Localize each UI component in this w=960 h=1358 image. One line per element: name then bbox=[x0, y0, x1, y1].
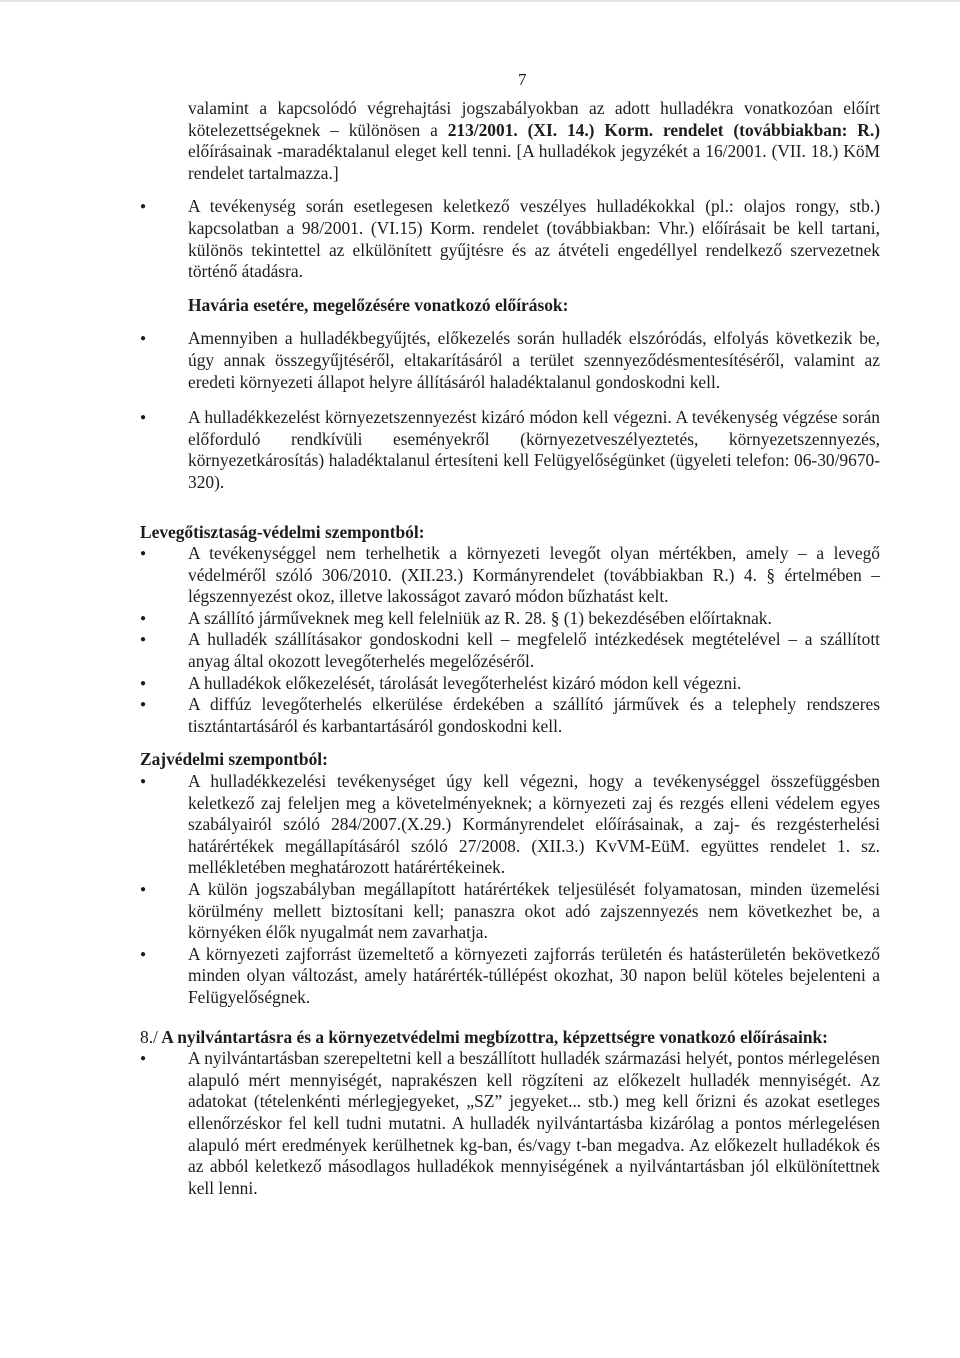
section-8-heading bbox=[140, 1027, 880, 1049]
section-8-bullet-list bbox=[140, 1048, 880, 1199]
scan-edge-line bbox=[0, 0, 960, 2]
zaj-bullet-list bbox=[140, 771, 880, 1009]
list-item: ● A hulladékkezelést környezetszennyezést kizáró módon kell végezni. A tevékenység végzése során előforduló rendkívüli eseményekről (környezetveszélyeztetés, környezetszennyezés, környezetkárosítás) haladéktalanul értesíteni kell Felügyelőségünket (ügyeleti telefon: 06-30/9670-320). bbox=[140, 407, 880, 493]
list-item: ● A külön jogszabályban megállapított határértékek teljesülését folyamatosan, minden üzemelési körülmény mellett biztosítani kell; panaszra okot adó zajszennyezés nem következhet be, a környéken élők nyugalmát nem zavarhatja. bbox=[140, 879, 880, 944]
intro-paragraph bbox=[140, 98, 880, 184]
list-item: ● A hulladékok előkezelését, tárolását levegőterhelést kizáró módon kell végezni. bbox=[140, 673, 880, 695]
intro-text-1: valamint a kapcsolódó végrehajtási jogszabályokban az adott hulladékra vonatkozóan előírt kötelezettségeknek – különösen a bbox=[188, 98, 880, 140]
intro-text-2: előírásainak -maradéktalanul eleget kell tenni. [A hulladékok jegyzékét a 16/2001. (VII. 18.) KöM rendelet tartalmazza.] bbox=[188, 141, 880, 183]
levego-bullet-list bbox=[140, 543, 880, 737]
section-8-title: A nyilvántartásra és a környezetvédelmi megbízottra, képzettségre vonatkozó előírásaink: bbox=[161, 1026, 828, 1047]
page-number: 7 bbox=[518, 70, 527, 89]
havaria-bullet-list bbox=[140, 328, 880, 493]
intro-regulation-bold: 213/2001. (XI. 14.) Korm. rendelet (továbbiakban: R.) bbox=[447, 119, 880, 140]
list-item: ● A nyilvántartásban szerepeltetni kell a beszállított hulladék származási helyét, pontos mérlegelésen alapuló mért mennyiségét, naprakészen kell rögzíteni az előkezelt hulladék mennyiségét. Az adatokat (tételenkénti mérlegjegyeket, „SZ” jegyeket... stb.) meg kell őrizni és azokat esetleges ellenőrzéskor fel kell tudni mutatni. A hulladék nyilvántartásba kizárólag a pontos mérlegelésen alapuló mért eredmények kerülhetnek kg-ban, és/vagy t-ban megadva. Az előkezelt hulladékok és az abból keletkező másodlagos hulladékok mennyiségének a nyilvántartásban jól elkülönítettnek kell lenni. bbox=[140, 1048, 880, 1199]
intro-bullet-list bbox=[140, 196, 880, 282]
document-body bbox=[140, 98, 880, 1199]
list-item: ● A diffúz levegőterhelés elkerülése érdekében a szállító járművek és a telephely rendszeres tisztántartásáról és karbantartásáról gondoskodni kell. bbox=[140, 694, 880, 737]
list-item: ● A hulladékkezelési tevékenységet úgy kell végezni, hogy a tevékenységgel összefüggésben keletkező zaj feleljen meg a követelményeknek; a környezeti zaj és rezgés elleni védelem egyes szabályairól szóló 284/2007.(X.29.) Kormányrendelet előírásainak, a zaj- és rezgésterhelési határértékek megállapításáról szóló 27/2008. (XII.3.) KvVM-EüM. együttes rendelet 1. sz. mellékletében meghatározott határértékeinek. bbox=[140, 771, 880, 879]
list-item: ● A tevékenység során esetlegesen keletkező veszélyes hulladékokkal (pl.: olajos rongy, stb.) kapcsolatban a 98/2001. (VI.15) Korm. rendelet (továbbiakban: Vhr.) előírásait be kell tartani, különös tekintettel az elkülönített gyűjtésre és az átvételi engedéllyel rendelkező szervezetnek történő átadásra. bbox=[140, 196, 880, 282]
list-item: ● A környezeti zajforrást üzemeltető a környezeti zajforrás területén és hatásterületén bekövetkező minden olyan változást, amely határérték-túllépést okozhat, 30 napon belül köteles bejelenteni a Felügyelőségnek. bbox=[140, 944, 880, 1009]
levego-heading: Levegőtisztaság-védelmi szempontból: bbox=[140, 521, 425, 542]
zaj-heading: Zajvédelmi szempontból: bbox=[140, 749, 328, 770]
list-item: ● A szállító járműveknek meg kell felelniük az R. 28. § (1) bekezdésében előírtaknak. bbox=[140, 608, 880, 630]
list-item: ● A hulladék szállításakor gondoskodni kell – megfelelő intézkedések megtételével – a szállított anyag által okozott levegőterhelés megelőzéséről. bbox=[140, 629, 880, 672]
havaria-heading: Havária esetére, megelőzésére vonatkozó előírások: bbox=[188, 294, 569, 315]
section-number: 8./ bbox=[140, 1026, 158, 1047]
list-item: ● A tevékenységgel nem terhelhetik a környezeti levegőt olyan mértékben, amely – a levegő védelméről szóló 306/2010. (XII.23.) Kormányrendelet (továbbiakban R.) 4. § értelmében – légszennyezést okoz, illetve lakosságot zavaró módon bűzhatást kelt. bbox=[140, 543, 880, 608]
list-item: ● Amennyiben a hulladékbegyűjtés, előkezelés során hulladék elszóródás, elfolyás következik be, úgy annak összegyűjtéséről, eltakarításáról a terület szennyeződésmentesítéséről, valamint az eredeti környezeti állapot helyre állításáról haladéktalanul gondoskodni kell. bbox=[140, 328, 880, 393]
